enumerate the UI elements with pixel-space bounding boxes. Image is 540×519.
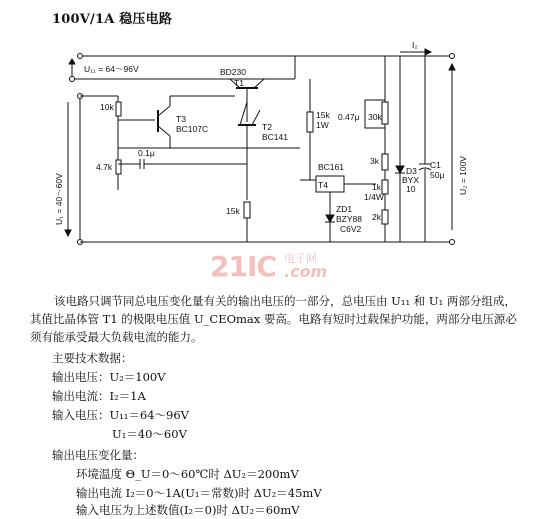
label-u11: U₁₁ = 64～96V [84, 64, 139, 74]
label-bd230: BD230 [220, 67, 246, 77]
capacitor-0-1u [118, 159, 247, 169]
spec-output-voltage: 输出电压：U₂＝100V [52, 370, 166, 384]
watermark-sub: 电子网 [284, 252, 317, 265]
label-15k-a: 15k [316, 110, 330, 120]
description-paragraph: 该电路只调节同总电压变化量有关的输出电压的一部分，总电压由 U₁₁ 和 U₁ 两部分组成，其值比晶体管 T1 的极限电压值 U_CEOmax 要高。电路有短时过载保护功能，两部分电压源必须有能承受最大负载电流的能力。 [30, 294, 517, 344]
variation-input: 输入电压为上述数值(I₂＝0)时 ΔU₂＝60mV [76, 503, 300, 517]
label-bc141: BC141 [262, 132, 288, 142]
label-t2: T2 [262, 122, 272, 132]
resistor-4-7k [116, 148, 121, 190]
label-3k: 3k [370, 156, 379, 166]
label-u1: U₁ = 40～60V [54, 173, 64, 225]
label-u2: U₂ = 100V [458, 156, 468, 195]
watermark-logo [210, 250, 350, 282]
label-4-7k: 4.7k [96, 162, 113, 172]
potentiometer-15k [244, 148, 250, 242]
page-title: 100V/1A 稳压电路 [52, 12, 173, 27]
variation-heading: 输出电压变化量： [52, 448, 144, 462]
label-byx-10: 10 [406, 184, 416, 194]
label-0-1u: 0.1μ [138, 148, 155, 158]
top-rail [78, 49, 455, 59]
spec-output-current: 输出电流：I₂＝1A [52, 389, 146, 403]
spec-input-voltage-2: U₁＝40～60V [112, 427, 187, 441]
label-bc161: BC161 [318, 162, 344, 172]
label-0-47u: 0.47μ [338, 112, 360, 122]
zener-zd1 [325, 205, 335, 242]
watermark-com: .com [284, 262, 328, 281]
label-zd1: ZD1 [336, 204, 353, 214]
u2-arrow [449, 64, 455, 230]
label-c6v2: C6V2 [340, 224, 362, 234]
watermark-main: 21IC [210, 250, 276, 283]
spec-heading: 主要技术数据： [52, 351, 133, 365]
u1-rail [65, 94, 83, 245]
label-15k-pot: 15k [226, 206, 240, 216]
label-1w: 1W [316, 120, 329, 130]
label-2k: 2k [372, 212, 381, 222]
diode-d3 [395, 56, 405, 242]
circuit-schematic [0, 30, 540, 255]
label-t4: T4 [318, 180, 328, 190]
label-i2: I₂ [412, 40, 418, 50]
capacitor-c1 [419, 56, 431, 242]
label-byx: BYX [402, 175, 420, 185]
variation-current: 输出电流 I₂＝0～1A(U₁＝常数)时 ΔU₂＝45mV [76, 486, 322, 500]
label-c1: C1 [430, 160, 441, 170]
label-1k: 1k [372, 182, 381, 192]
label-1-4w: 1/4W [364, 192, 384, 202]
variation-temperature: 环境温度 Θ_U＝0～60℃时 ΔU₂＝200mV [76, 467, 299, 481]
label-10k: 10k [100, 102, 114, 112]
label-30k: 30k [368, 112, 382, 122]
label-d3: D3 [406, 166, 417, 176]
transistor-t2 [238, 102, 260, 148]
label-bzy88: BZY88 [336, 214, 362, 224]
label-t3: T3 [176, 114, 186, 124]
label-t1: T1 [234, 78, 244, 88]
label-bc107c: BC107C [176, 124, 209, 134]
spec-input-voltage-1: 输入电压：U₁₁＝64～96V [52, 408, 189, 422]
label-c1-value: 50μ [430, 170, 445, 180]
